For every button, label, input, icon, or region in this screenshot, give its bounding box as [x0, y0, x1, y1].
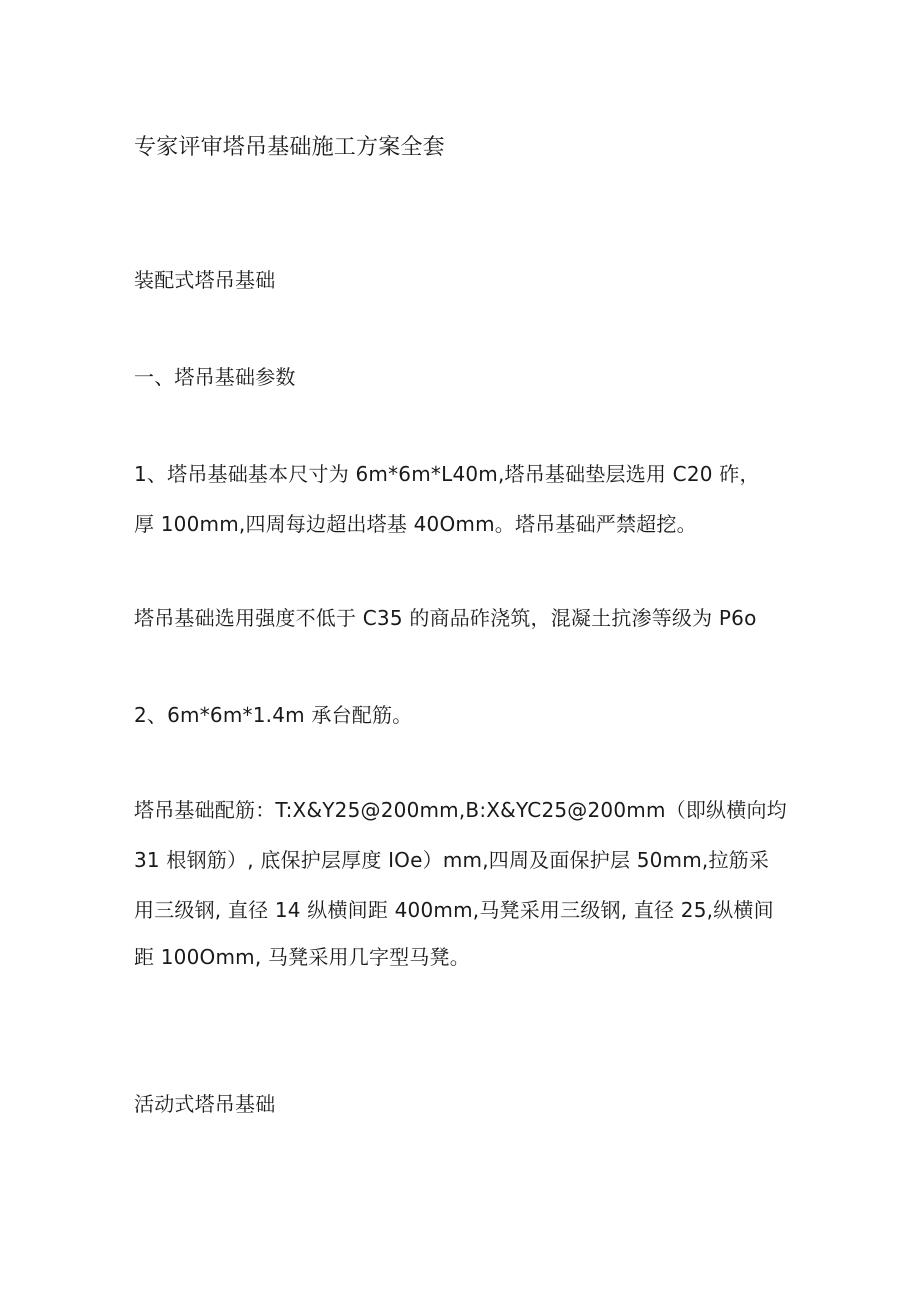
- section-heading-mobile: 活动式塔吊基础: [134, 1092, 276, 1116]
- subheading-parameters: 一、塔吊基础参数: [134, 365, 296, 389]
- document-title: 专家评审塔吊基础施工方案全套: [134, 135, 445, 160]
- paragraph-concrete: 塔吊基础选用强度不低于 C35 的商品砟浇筑，混凝土抗渗等级为 P6o: [134, 606, 757, 630]
- rebar-line3: 用三级钢, 直径 14 纵横间距 400mm,马凳采用三级钢, 直径 25,纵横间: [134, 898, 774, 922]
- item1-line1: 1、塔吊基础基本尺寸为 6m*6m*L40m,塔吊基础垫层选用 C20 砟，: [134, 462, 760, 486]
- item1-line2: 厚 100mm,四周每边超出塔基 40Omm。塔吊基础严禁超挖。: [134, 512, 697, 536]
- item2-heading: 2、6m*6m*1.4m 承台配筋。: [134, 703, 413, 727]
- rebar-line2: 31 根钢筋）, 底保护层厚度 IOe）mm,四周及面保护层 50mm,拉筋采: [134, 848, 770, 872]
- rebar-line1: 塔吊基础配筋：T:X&Y25@200mm,B:X&YC25@200mm（即纵横向均: [134, 798, 787, 822]
- section-heading-assembled: 装配式塔吊基础: [134, 268, 276, 292]
- rebar-line4: 距 100Omm, 马凳采用几字型马凳。: [134, 945, 470, 969]
